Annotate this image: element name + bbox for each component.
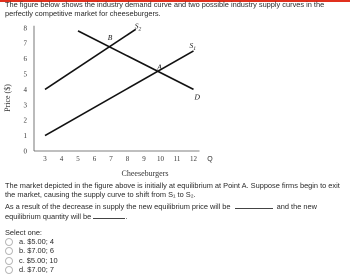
- y-tick-label: 7: [23, 39, 27, 48]
- x-tick-label: Q: [207, 156, 213, 163]
- x-axis-label: Cheeseburgers: [121, 169, 169, 178]
- x-tick-label: 5: [76, 155, 80, 163]
- x-tick-label: 6: [92, 155, 97, 163]
- y-tick-label: 8: [23, 24, 27, 33]
- price-blank: [235, 201, 273, 209]
- option-c[interactable]: [5, 256, 58, 265]
- option-d-label: d. $7.00; 7: [19, 265, 54, 274]
- x-tick-label: 9: [142, 155, 146, 163]
- point-a: A: [157, 62, 162, 72]
- y-tick-label: 6: [23, 55, 27, 64]
- supply-demand-chart: [0, 18, 260, 178]
- point-b: B: [107, 33, 113, 43]
- option-b[interactable]: [5, 246, 54, 255]
- y-tick-label: 1: [23, 132, 27, 141]
- x-tick-label: 10: [157, 155, 164, 163]
- curve-s2: [45, 29, 136, 89]
- option-d[interactable]: [5, 265, 54, 274]
- chart-curves: [45, 21, 201, 135]
- radio-c[interactable]: [5, 257, 13, 265]
- x-tick-label: 12: [190, 155, 197, 163]
- curve-s1: [45, 51, 194, 136]
- prompt-part-1: As a result of the decrease in supply the new equilibrium price will be: [5, 202, 231, 211]
- chart-points: [108, 33, 163, 71]
- x-tick-label: 11: [173, 155, 181, 163]
- option-a-label: a. $5.00; 4: [19, 237, 54, 246]
- y-tick-label: 3: [23, 101, 27, 110]
- prompt-part-2: and the new equilibrium quantity will be: [5, 202, 317, 222]
- option-c-label: c. $5.00; 10: [19, 256, 58, 265]
- radio-a[interactable]: [5, 238, 13, 246]
- radio-b[interactable]: [5, 247, 13, 255]
- y-tick-label: 4: [23, 85, 27, 94]
- curve-label-s1: $S_1$: [189, 40, 196, 52]
- chart-axes: [34, 26, 200, 151]
- curve-label-s2: $S_2$: [134, 21, 142, 33]
- question-paragraph: The market depicted in the figure above is initially at equilibrium at Point A. Suppose firms begin to exit the market, causing the supply curve to shift from S₁ to S₂.: [5, 181, 340, 200]
- option-b-label: b. $7.00; 6: [19, 246, 54, 255]
- quantity-blank: [93, 211, 125, 219]
- y-tick-label: 5: [23, 70, 27, 79]
- x-tick-label: 4: [59, 155, 64, 163]
- y-tick-label: 0: [23, 147, 27, 156]
- radio-d[interactable]: [5, 266, 13, 274]
- question-intro: The figure below shows the industry demand curve and two possible industry supply curves in the perfectly competitive market for cheeseburgers.: [5, 0, 325, 19]
- x-tick-label: 8: [125, 155, 130, 163]
- select-one-label: Select one:: [5, 228, 42, 237]
- question-prompt: As a result of the decrease in supply the new equilibrium price will be and the new equilibrium quantity will be .: [5, 202, 317, 222]
- y-axis-label: Price ($): [3, 84, 12, 112]
- option-a[interactable]: [5, 237, 54, 246]
- y-tick-label: 2: [23, 116, 27, 125]
- x-tick-label: 7: [109, 155, 113, 163]
- curve-label-d: D: [194, 92, 200, 102]
- x-tick-label: 3: [43, 155, 47, 163]
